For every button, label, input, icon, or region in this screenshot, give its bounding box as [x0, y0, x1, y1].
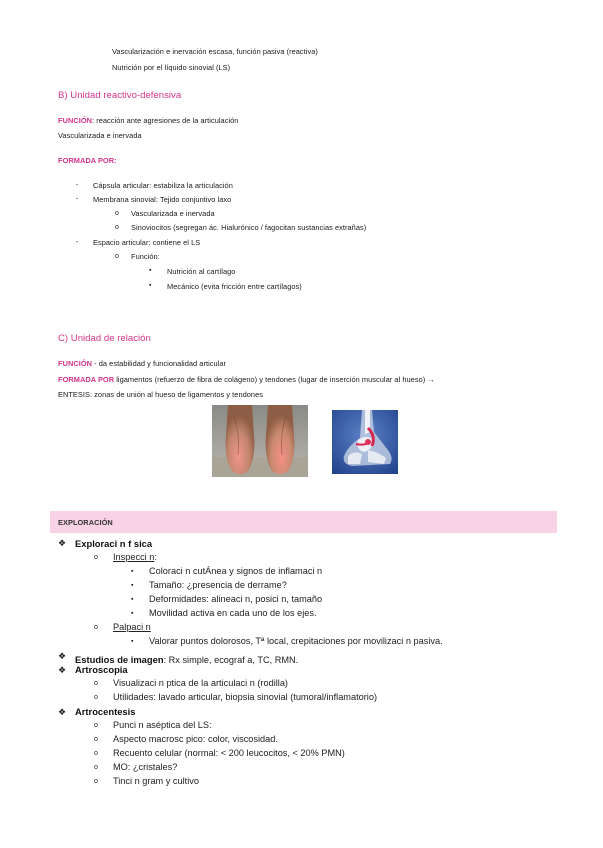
square-bullet: ▪: [131, 568, 134, 575]
circle-bullet: o: [94, 694, 98, 701]
inspeccion-colon: :: [154, 552, 157, 562]
square-bullet: ▪: [131, 610, 134, 617]
circle-bullet: o: [94, 778, 98, 785]
list-item: Punci n aséptica del LS:: [113, 720, 212, 730]
heels-photo-graphic: [212, 405, 308, 477]
diamond-bullet-icon: ❖: [58, 665, 67, 675]
artroscopia-title: Artroscopia: [75, 664, 128, 675]
list-item: Membrana sinovial: Tejido conjuntivo laxo: [93, 195, 232, 204]
imagen-title: Estudios de imagen: [75, 654, 164, 665]
circle-bullet: o: [94, 680, 98, 687]
square-bullet: ▪: [131, 638, 134, 645]
formada-text: ligamentos (refuerzo de fibra de colágeno) y tendones (lugar de inserción muscular al hueso) →: [114, 375, 435, 384]
ankle-xray-graphic: [332, 410, 398, 474]
square-bullet: ▪: [149, 282, 152, 289]
text-line: Vascularización e inervación escasa, función pasiva (reactiva): [112, 47, 318, 56]
circle-bullet: o: [115, 253, 119, 260]
entesis-line: ENTESIS: zonas de unión al hueso de ligamentos y tendones: [58, 390, 263, 399]
diamond-bullet-icon: ❖: [58, 707, 67, 717]
circle-bullet: o: [94, 722, 98, 729]
formada-line: [58, 375, 435, 384]
list-item: Cápsula articular: estabiliza la articulación: [93, 181, 233, 190]
list-item: MO: ¿cristales?: [113, 762, 178, 772]
list-item: Recuento celular (normal: < 200 leucocitos, < 20% PMN): [113, 748, 345, 758]
text-line: Vascularizada e inervada: [58, 131, 142, 140]
diamond-bullet-icon: ❖: [58, 651, 67, 661]
list-item: Valorar puntos dolorosos, Tª local, crepitaciones por movilizaci n pasiva.: [149, 636, 443, 646]
square-bullet: ▪: [149, 267, 152, 274]
inspeccion-label: Inspecci n: [113, 552, 155, 562]
list-item: Utilidades: lavado articular, biopsia sinovial (tumoral/inflamatorio): [113, 692, 378, 702]
circle-bullet: o: [94, 736, 98, 743]
funcion-text: : reacción ante agresiones de la articulación: [92, 116, 239, 125]
dash-bullet: -: [76, 182, 79, 189]
list-item: Tinci n gram y cultivo: [113, 776, 199, 786]
funcion-line: [58, 116, 238, 125]
list-item: Visualizaci n ptica de la articulaci n (rodilla): [113, 678, 288, 688]
ankle-xray-illustration: [332, 410, 398, 474]
list-item: Vascularizada e inervada: [131, 209, 215, 218]
artrocentesis-title: Artrocentesis: [75, 706, 136, 717]
text-line: Nutrición por el líquido sinovial (LS): [112, 63, 231, 72]
inspeccion-line: [113, 552, 157, 562]
list-item: Coloraci n cutÁnea y signos de inflamaci n: [149, 566, 323, 576]
formada-label: FORMADA POR: [58, 375, 115, 384]
imagen-text: : Rx simple, ecograf a, TC, RMN.: [163, 655, 299, 665]
formada-label: FORMADA POR:: [58, 156, 117, 165]
list-item: Nutrición al cartílago: [167, 267, 236, 276]
exploracion-title: EXPLORACIÓN: [58, 518, 113, 527]
circle-bullet: o: [115, 210, 119, 217]
section-heading-c: C) Unidad de relación: [58, 333, 151, 344]
list-item: Sinoviocitos (segregan ác. Hialurónico / fagocitan sustancias extrañas): [131, 223, 367, 232]
palpacion-label: Palpaci n: [113, 622, 151, 632]
list-item: Mecánico (evita fricción entre cartílagos): [167, 282, 302, 291]
fisica-title: Exploraci n f sica: [75, 538, 153, 549]
square-bullet: ▪: [131, 596, 134, 603]
list-item: Función:: [131, 252, 160, 261]
list-item: Espacio articular: contiene el LS: [93, 238, 201, 247]
funcion-label: FUNCIÓN: [58, 359, 93, 368]
square-bullet: ▪: [131, 582, 134, 589]
funcion-text: - da estabilidad y funcionalidad articular: [92, 359, 227, 368]
dash-bullet: -: [76, 196, 79, 203]
exploracion-band: [50, 511, 557, 533]
dash-bullet: -: [76, 239, 79, 246]
funcion-label: FUNCIÓN: [58, 116, 93, 125]
list-item: Aspecto macrosc pico: color, viscosidad.: [113, 734, 278, 744]
list-item: Deformidades: alineaci n, posici n, tamaño: [149, 594, 323, 604]
circle-bullet: o: [94, 764, 98, 771]
section-heading-b: B) Unidad reactivo-defensiva: [58, 90, 182, 101]
circle-bullet: o: [94, 750, 98, 757]
circle-bullet: o: [115, 224, 119, 231]
funcion-line: [58, 359, 226, 368]
list-item: Movilidad activa en cada uno de los ejes.: [149, 608, 317, 618]
heels-photo: [212, 405, 308, 477]
list-item: Tamaño: ¿presencia de derrame?: [149, 580, 287, 590]
diamond-bullet-icon: ❖: [58, 538, 67, 548]
circle-bullet: o: [94, 554, 98, 561]
circle-bullet: o: [94, 624, 98, 631]
